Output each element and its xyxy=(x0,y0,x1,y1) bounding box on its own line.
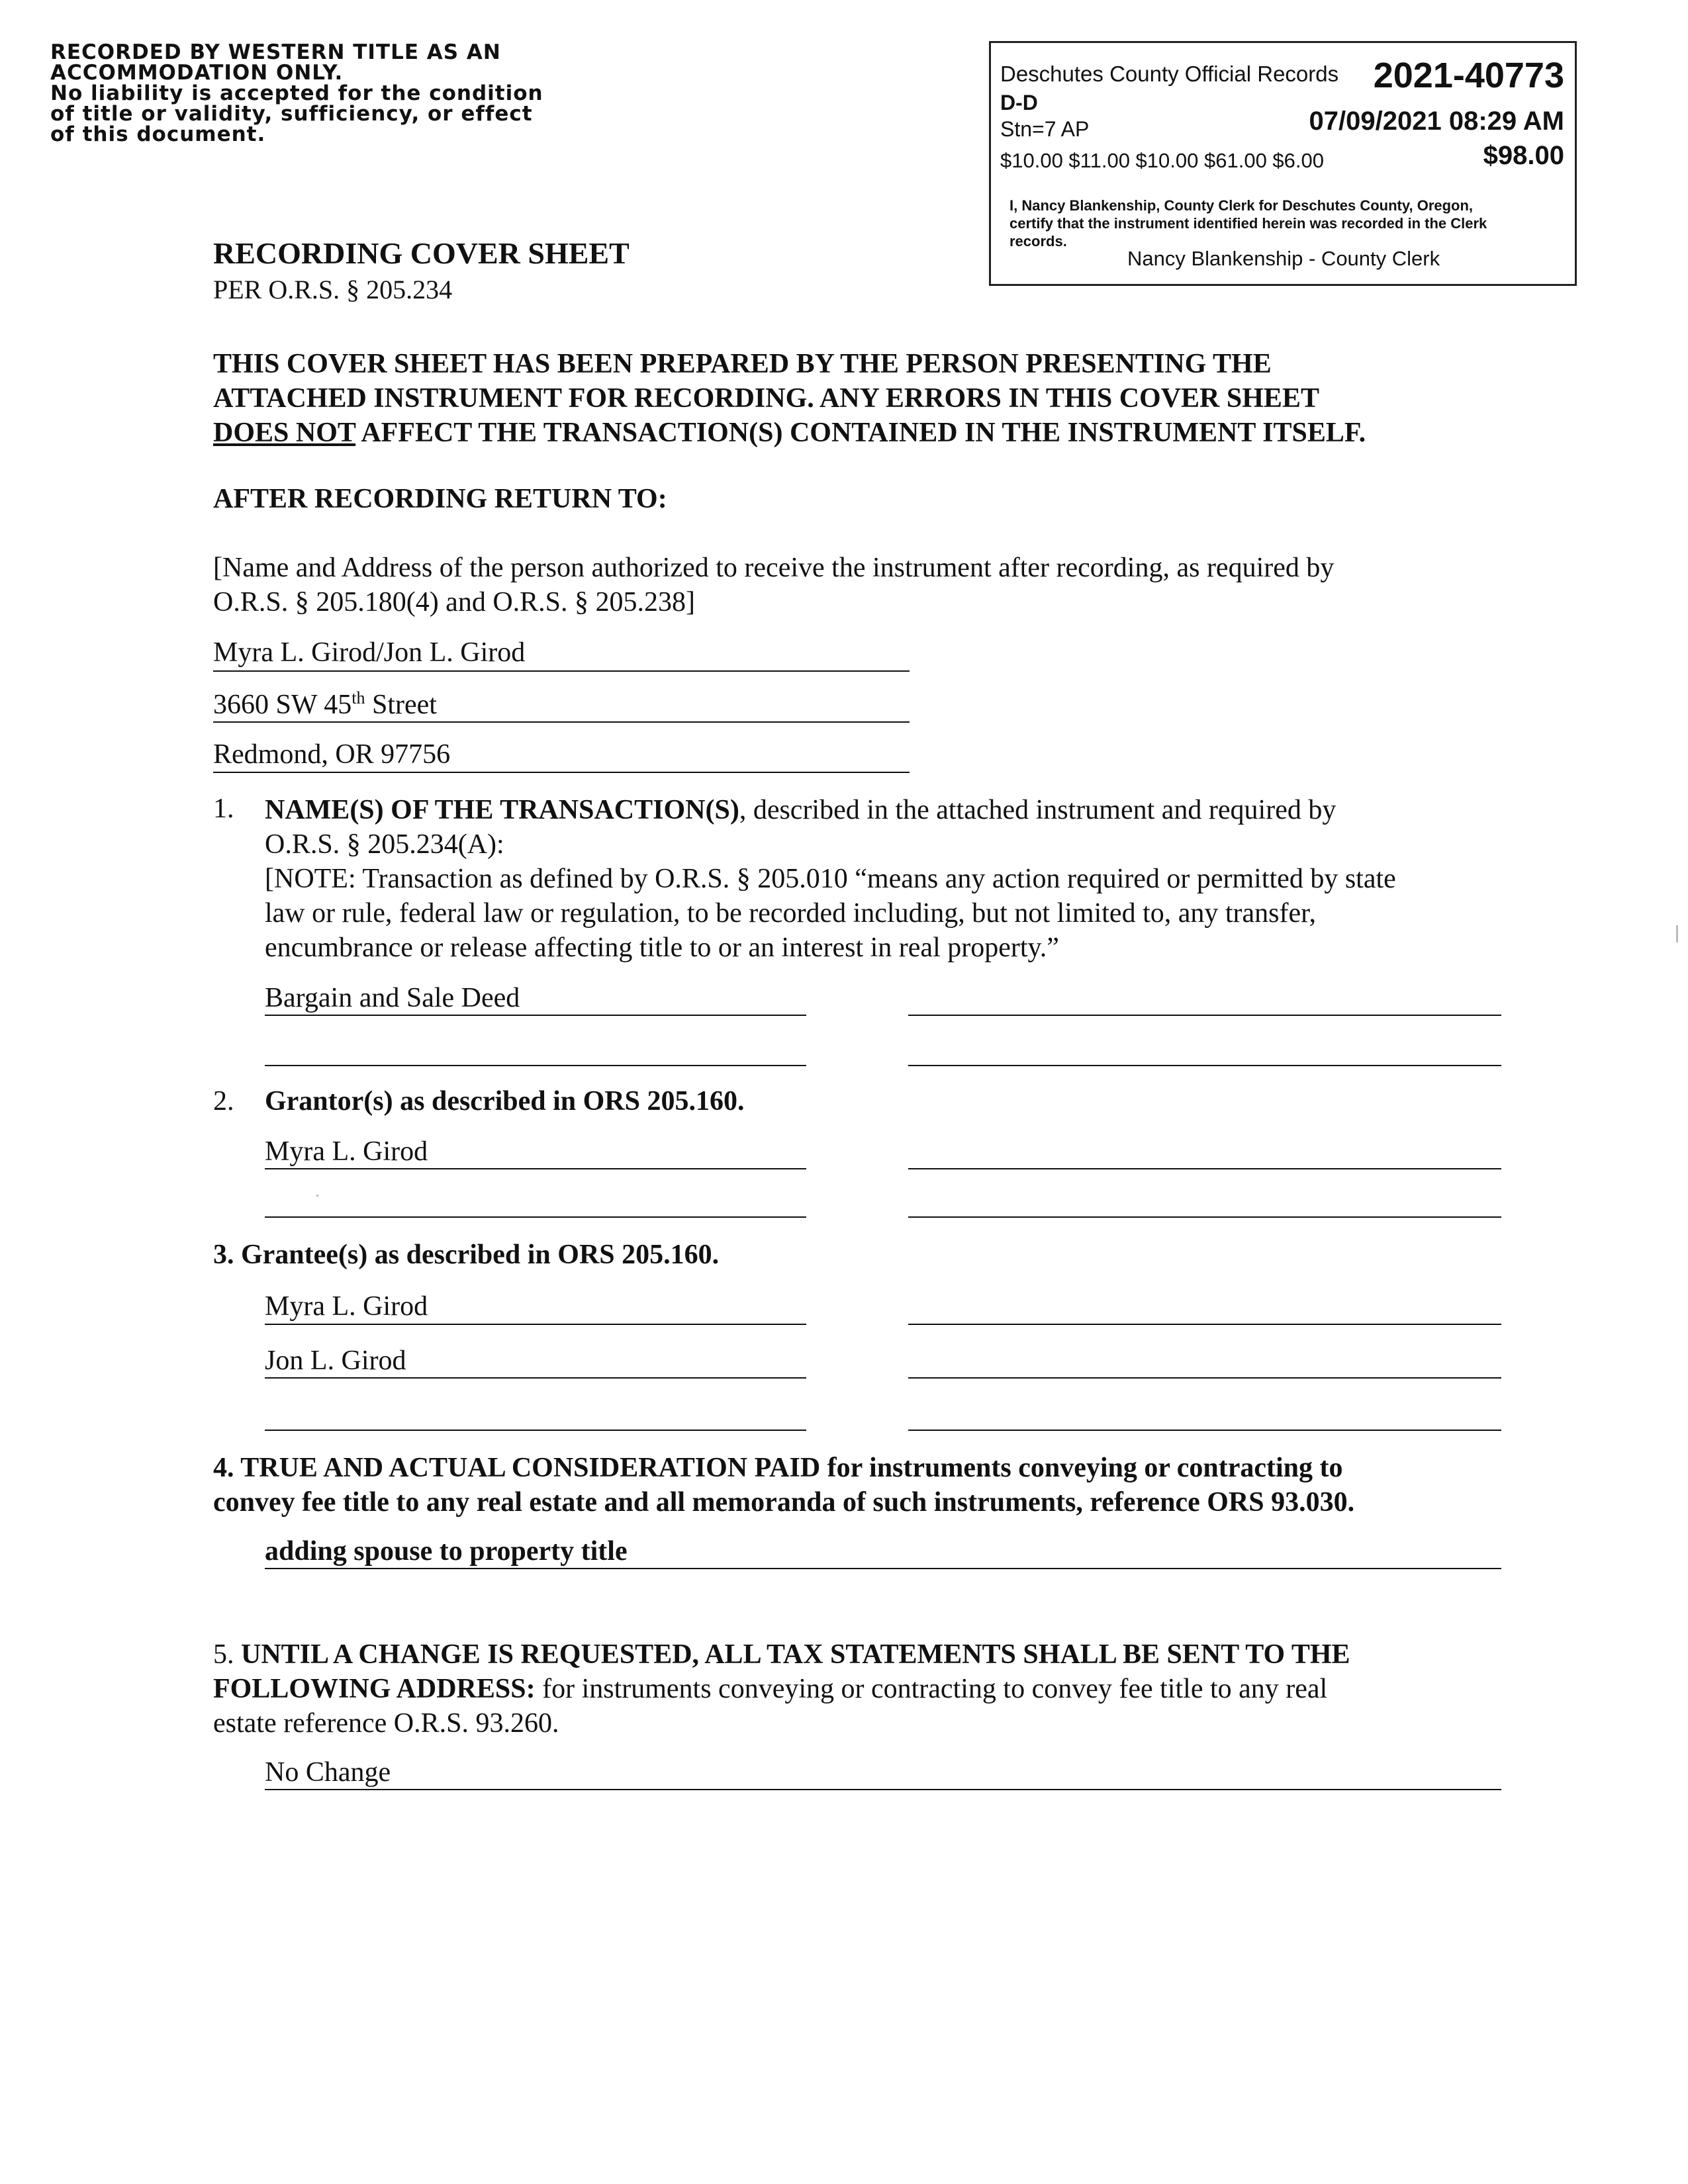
grantee-line xyxy=(908,1324,1501,1325)
stamp-station: Stn=7 AP xyxy=(1000,117,1090,141)
grantee-name: Myra L. Girod xyxy=(265,1291,428,1322)
grantee-line xyxy=(908,1377,1501,1379)
return-city-line xyxy=(213,772,910,773)
notice-emphasis: DOES NOT xyxy=(213,418,356,448)
section1-text: NAME(S) OF THE TRANSACTION(S), described in the attached instrument and required by O.R.S. § 205.234(A): [NOTE: Transaction as defined by O.R.S. § 205.010 “means any action required or permitted by state law or rule, federal law or regulation, to be recorded including, but not limited to, any transfer, encumbrance or release affecting title to or an interest in real property.” xyxy=(265,795,1396,963)
page-subtitle: PER O.R.S. § 205.234 xyxy=(213,275,453,304)
transaction-line xyxy=(908,1065,1501,1066)
stamp-total: $98.00 xyxy=(1483,141,1564,170)
certification-line: I, Nancy Blankenship, County Clerk for Deschutes County, Oregon, xyxy=(1009,197,1474,214)
notice-line: THIS COVER SHEET HAS BEEN PREPARED BY THE PERSON PRESENTING THE xyxy=(213,349,1272,379)
stamp-doc-type: D-D xyxy=(1000,91,1038,114)
transaction-line xyxy=(265,1015,806,1016)
stamp-doc-number: 2021-40773 xyxy=(1373,56,1564,95)
disclaimer-line: No liability is accepted for the condition xyxy=(50,81,543,105)
notice-line: DOES NOT AFFECT THE TRANSACTION(S) CONTAINED IN THE INSTRUMENT ITSELF. xyxy=(213,418,1366,448)
stamp-office: Deschutes County Official Records xyxy=(1000,62,1339,86)
return-city: Redmond, OR 97756 xyxy=(213,739,451,770)
return-to-heading: AFTER RECORDING RETURN TO: xyxy=(213,484,667,514)
grantor-name: Myra L. Girod xyxy=(265,1136,428,1167)
disclaimer-line: of title or validity, sufficiency, or effect xyxy=(50,102,533,126)
scan-mark xyxy=(1676,925,1678,942)
return-street-line xyxy=(213,721,910,723)
western-title-disclaimer xyxy=(50,42,567,145)
return-street: 3660 SW 45th Street xyxy=(213,688,437,720)
section2-heading: Grantor(s) as described in ORS 205.160. xyxy=(265,1086,745,1116)
section1-heading: NAME(S) OF THE TRANSACTION(S) xyxy=(265,795,739,825)
grantee-line xyxy=(265,1430,806,1431)
transaction-line xyxy=(265,1065,806,1066)
grantee-line xyxy=(265,1324,806,1325)
cover-sheet-notice xyxy=(213,347,1366,450)
return-name-line xyxy=(213,670,910,672)
grantor-line xyxy=(265,1168,806,1169)
consideration-value: adding spouse to property title xyxy=(265,1536,628,1567)
stray-mark xyxy=(316,1195,318,1197)
disclaimer-line: ACCOMMODATION ONLY. xyxy=(50,61,344,85)
tax-address-line xyxy=(265,1789,1501,1790)
page-title: RECORDING COVER SHEET xyxy=(213,236,630,270)
stamp-certification xyxy=(1009,197,1487,250)
grantor-line xyxy=(265,1216,806,1218)
section3-heading: 3. Grantee(s) as described in ORS 205.160. xyxy=(213,1240,720,1270)
section5-heading: 5. UNTIL A CHANGE IS REQUESTED, ALL TAX STATEMENTS SHALL BE SENT TO THE FOLLOWING ADDRESS: for instruments conveying or contracting to convey fee title to any real estate reference O.R.S. 93.260. xyxy=(213,1639,1350,1739)
certification-line: records. xyxy=(1009,233,1067,250)
section2-number: 2. xyxy=(213,1086,234,1116)
grantee-line xyxy=(908,1430,1501,1431)
grantee-line xyxy=(265,1377,806,1379)
grantor-line xyxy=(908,1168,1501,1169)
stamp-date-time: 07/09/2021 08:29 AM xyxy=(1309,107,1564,136)
section4-heading: 4. TRUE AND ACTUAL CONSIDERATION PAID for instruments conveying or contracting to convey fee title to any real estate and all memoranda of such instruments, reference ORS 93.030. xyxy=(213,1453,1355,1518)
disclaimer-line: of this document. xyxy=(50,122,266,146)
return-name: Myra L. Girod/Jon L. Girod xyxy=(213,637,526,668)
return-to-instructions: [Name and Address of the person authorized to receive the instrument after recording, as required by O.R.S. § 205.180(4) and O.R.S. § 205.238] xyxy=(213,553,1335,617)
certification-line: certify that the instrument identified herein was recorded in the Clerk xyxy=(1009,215,1487,232)
stamp-fees: $10.00 $11.00 $10.00 $61.00 $6.00 xyxy=(1000,149,1324,172)
notice-line: ATTACHED INSTRUMENT FOR RECORDING. ANY ERRORS IN THIS COVER SHEET xyxy=(213,383,1319,414)
tax-statement-address: No Change xyxy=(265,1757,391,1788)
consideration-line xyxy=(265,1568,1501,1569)
transaction-name: Bargain and Sale Deed xyxy=(265,983,520,1013)
recording-stamp xyxy=(989,41,1577,286)
disclaimer-line: RECORDED BY WESTERN TITLE AS AN xyxy=(50,40,501,64)
transaction-line xyxy=(908,1015,1501,1016)
stamp-clerk: Nancy Blankenship - County Clerk xyxy=(1127,247,1440,270)
section1-number: 1. xyxy=(213,794,234,824)
grantee-name: Jon L. Girod xyxy=(265,1345,406,1376)
grantor-line xyxy=(908,1216,1501,1218)
